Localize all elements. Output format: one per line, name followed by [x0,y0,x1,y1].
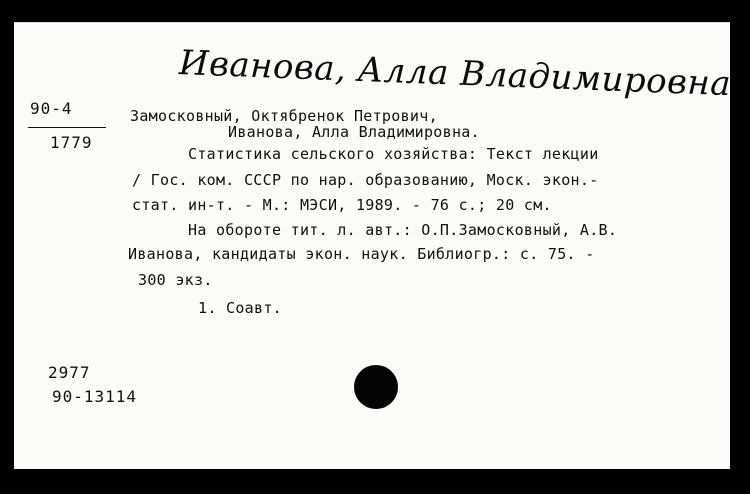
card-punch-hole [354,365,398,409]
title-line: Статистика сельского хозяйства: Текст лекции [188,145,599,163]
handwritten-author-heading: Иванова, Алла Владимировна [178,43,732,105]
tracing-line: 1. Соавт. [198,299,282,317]
publisher-line: / Гос. ком. СССР по нар. образованию, Моск. экон.- [132,171,599,189]
call-number-divider [28,127,106,128]
catalog-card [14,22,730,469]
copies-line: 300 экз. [138,271,213,289]
note-line-1: На обороте тит. л. авт.: О.П.Замосковный, А.В. [188,221,618,239]
call-number-bottom: 1779 [50,133,93,152]
accession-number-2: 90-13114 [52,387,138,406]
accession-number-1: 2977 [48,363,91,382]
author-line-2: Иванова, Алла Владимировна. [228,123,480,141]
note-line-2: Иванова, кандидаты экон. наук. Библиогр.: с. 75. - [128,245,595,263]
imprint-line: стат. ин-т. - М.: МЭСИ, 1989. - 76 с.; 20 см. [132,196,552,214]
author-line-1: Замосковный, Октябренок Петрович, [130,107,438,125]
call-number-top: 90-4 [30,99,73,118]
